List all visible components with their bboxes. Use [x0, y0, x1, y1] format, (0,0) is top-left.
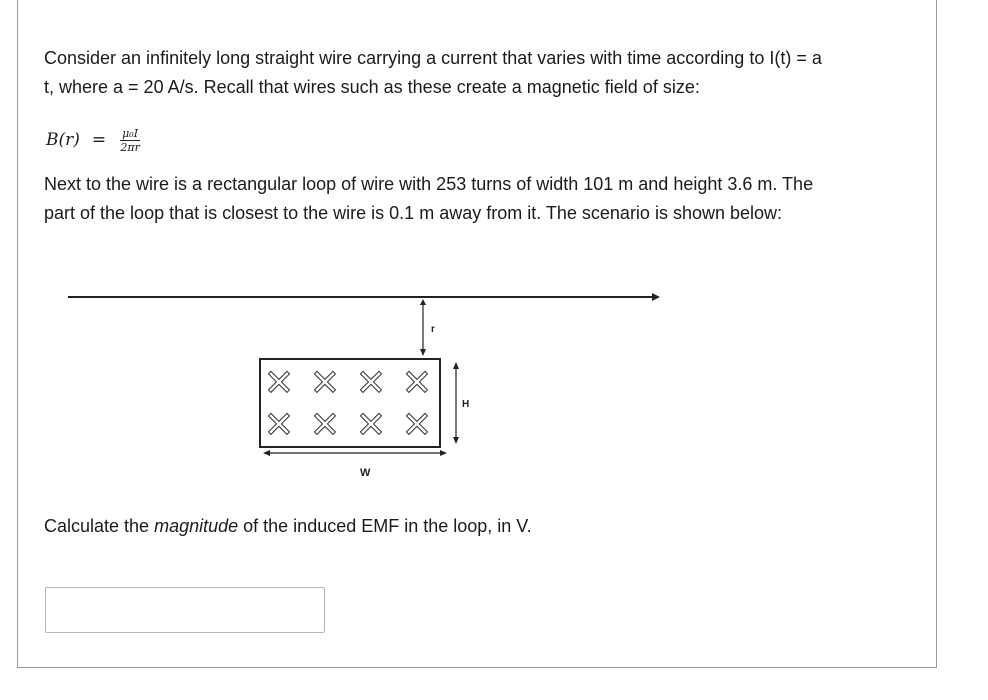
field-cross-icon: ✕ — [401, 405, 433, 446]
prompt-text — [44, 512, 924, 541]
intro-line-1: Consider an infinitely long straight wire carrying a current that varies with time according to I(t) = a — [44, 48, 822, 68]
r-arrow-up — [420, 299, 426, 305]
field-cross-icon: ✕ — [401, 363, 433, 404]
wire-loop-diagram — [60, 285, 680, 490]
setup-line-2: part of the loop that is closest to the wire is 0.1 m away from it. The scenario is shown below: — [44, 203, 783, 223]
r-label: r — [431, 324, 435, 335]
field-cross-icon: ✕ — [263, 363, 295, 404]
formula-numerator: μ₀I — [122, 126, 139, 140]
magnetic-field-marks — [264, 363, 432, 446]
h-arrow-down — [453, 437, 459, 444]
field-cross-icon: ✕ — [355, 363, 387, 404]
field-cross-icon: ✕ — [355, 405, 387, 446]
h-arrow-up — [453, 362, 459, 369]
setup-text — [44, 170, 924, 228]
r-arrow-down — [420, 349, 426, 356]
prompt-before: Calculate the — [44, 516, 155, 536]
formula-denominator: 2πr — [120, 140, 140, 154]
w-arrow-left — [263, 450, 270, 456]
h-label: H — [462, 399, 470, 410]
prompt-emphasis: magnitude — [154, 516, 239, 536]
setup-line-1: Next to the wire is a rectangular loop of wire with 253 turns of width 101 m and height 3.6 m. The — [44, 174, 814, 194]
intro-line-2: t, where a = 20 A/s. Recall that wires such as these create a magnetic field of size: — [44, 77, 700, 97]
formula-fraction — [120, 127, 140, 154]
prompt-after: of the induced EMF in the loop, in V. — [238, 516, 532, 536]
field-cross-icon: ✕ — [309, 405, 341, 446]
field-cross-icon: ✕ — [309, 363, 341, 404]
field-cross-icon: ✕ — [263, 405, 295, 446]
answer-input[interactable] — [45, 587, 325, 633]
formula-lhs: B(r) — [46, 130, 80, 150]
formula-equals: = — [91, 130, 107, 150]
w-arrow-right — [440, 450, 447, 456]
intro-text — [44, 44, 924, 102]
field-formula — [46, 118, 140, 162]
w-label: W — [360, 467, 371, 479]
